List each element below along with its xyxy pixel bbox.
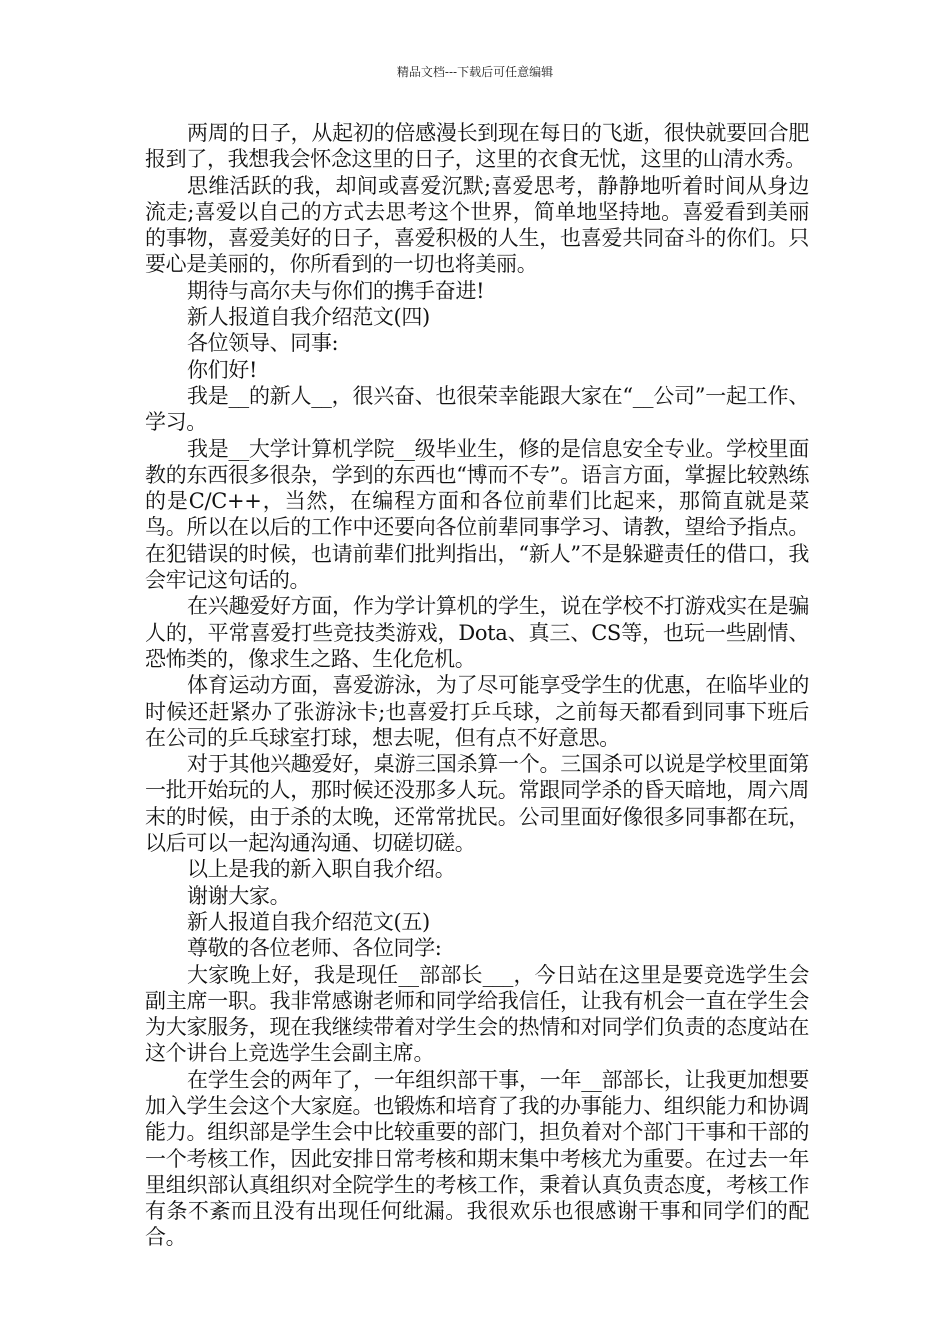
paragraph: 思维活跃的我，却间或喜爱沉默;喜爱思考，静静地听着时间从身边流走;喜爱以自己的方式去思考这个世界，简单地坚持地。喜爱看到美丽的事物，喜爱美好的日子，喜爱积极的人生，也喜爱共同奋斗的你们。只要心是美丽的，你所看到的一切也将美丽。: [145, 173, 809, 277]
paragraph: 两周的日子，从起初的倍感漫长到现在每日的飞逝，很快就要回合肥报到了，我想我会怀念这里的日子，这里的衣食无忧，这里的山清水秀。: [145, 121, 809, 172]
section-heading: 新人报道自我介绍范文(四): [187, 305, 430, 330]
paragraph: 在学生会的两年了，一年组织部干事，一年__部部长，让我更加想要加入学生会这个大家庭。也锻炼和培育了我的办事能力、组织能力和协调能力。组织部是学生会中比较重要的部门，担负着对个部门干事和干部的一个考核工作，因此安排日常考核和期末集中考核尤为重要。在过去一年里组织部认真组织对全院学生的考核工作，秉着认真负责态度，考核工作有条不紊而且没有出现任何纰漏。我很欢乐也很感谢干事和同学们的配合。: [145, 1067, 809, 1250]
paragraph: 体育运动方面，喜爱游泳，为了尽可能享受学生的优惠，在临毕业的时候还赶紧办了张游泳卡;也喜爱打乒乓球，之前每天都看到同事下班后在公司的乒乓球室打球，想去呢，但有点不好意思。: [145, 673, 809, 750]
paragraph: 我是__的新人__，很兴奋、也很荣幸能跟大家在“__公司”一起工作、学习。: [145, 383, 809, 435]
greeting: 你们好!: [187, 357, 258, 382]
salutation: 各位领导、同事:: [187, 331, 339, 356]
document-body: [145, 120, 809, 1251]
paragraph: 我是__大学计算机学院__级毕业生，修的是信息安全专业。学校里面教的东西很多很杂，学到的东西也“博而不专”。语言方面，掌握比较熟练的是C/C++，当然，在编程方面和各位前辈们比起来，那简直就是菜鸟。所以在以后的工作中还要向各位前辈同事学习、请教，望给予指点。在犯错误的时候，也请前辈们批判指出，“新人”不是躲避责任的借口，我会牢记这句话的。: [145, 436, 809, 593]
section-heading: 新人报道自我介绍范文(五): [187, 909, 430, 934]
paragraph: 以上是我的新入职自我介绍。: [187, 857, 456, 882]
paragraph: 大家晚上好，我是现任__部部长___，今日站在这里是要竞选学生会副主席一职。我非常感谢老师和同学给我信任，让我有机会一直在学生会为大家服务，现在我继续带着对学生会的热情和对同学们负责的态度站在这个讲台上竞选学生会副主席。: [145, 962, 809, 1066]
paragraph: 谢谢大家。: [187, 883, 291, 908]
paragraph: 期待与高尔夫与你们的携手奋进!: [187, 278, 485, 303]
paragraph: 在兴趣爱好方面，作为学计算机的学生，说在学校不打游戏实在是骗人的，平常喜爱打些竞技类游戏，Dota、真三、CS等，也玩一些剧情、恐怖类的，像求生之路、生化危机。: [145, 594, 809, 671]
paragraph: 对于其他兴趣爱好，桌游三国杀算一个。三国杀可以说是学校里面第一批开始玩的人，那时候还没那多人玩。常跟同学杀的昏天暗地，周六周末的时候，由于杀的太晚，还常常扰民。公司里面好像很多同事都在玩，以后可以一起沟通沟通、切磋切磋。: [145, 752, 809, 856]
page-header: 精品文档---下载后可任意编辑: [396, 65, 554, 79]
salutation: 尊敬的各位老师、各位同学:: [187, 936, 442, 961]
